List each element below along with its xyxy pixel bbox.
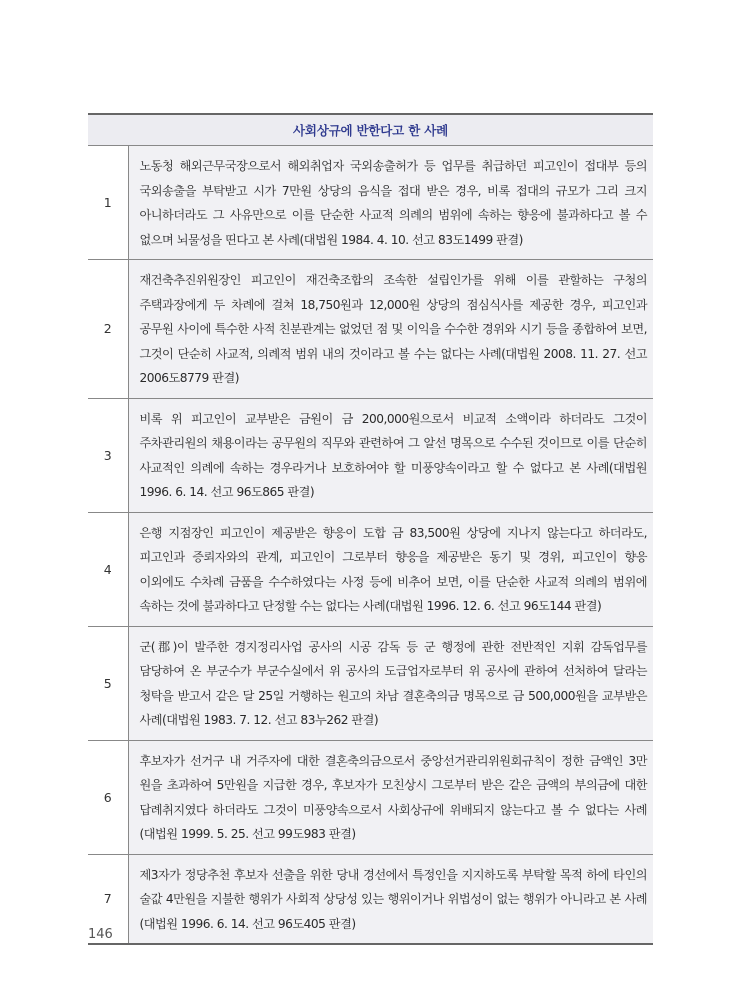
row-number: 2 — [88, 260, 128, 399]
row-number: 3 — [88, 398, 128, 512]
row-number: 7 — [88, 854, 128, 944]
table-row — [88, 512, 653, 626]
row-number: 6 — [88, 740, 128, 854]
row-number: 5 — [88, 626, 128, 740]
cases-table-container — [88, 113, 653, 945]
row-number: 1 — [88, 146, 128, 260]
table-row — [88, 626, 653, 740]
table-row — [88, 854, 653, 944]
row-number: 4 — [88, 512, 128, 626]
row-text: 노동청 해외근무국장으로서 해외취업자 국외송출허가 등 업무를 취급하던 피고인이 접대부 등의 국외송출을 부탁받고 시가 7만원 상당의 음식을 접대 받은 경우, 비록 접대의 규모가 그리 크지 아니하더라도 그 사유만으로 이를 단순한 사교적 의례의 범위에 속하는 향응에 불과하다고 볼 수 없으며 뇌물성을 띤다고 본 사례(대법원 1984. 4. 10. 선고 83도1499 판결) — [128, 146, 653, 260]
table-row — [88, 260, 653, 399]
table-row — [88, 146, 653, 260]
row-text: 은행 지점장인 피고인이 제공받은 향응이 도합 금 83,500원 상당에 지나지 않는다고 하더라도, 피고인과 증뢰자와의 관계, 피고인이 그로부터 향응을 제공받은 동기 및 경위, 피고인이 향응 이외에도 수차례 금품을 수수하였다는 사정 등에 비추어 보면, 이를 단순한 사교적 의례의 범위에 속하는 것에 불과하다고 단정할 수는 없다는 사례(대법원 1996. 12. 6. 선고 96도144 판결) — [128, 512, 653, 626]
row-text: 재건축추진위원장인 피고인이 재건축조합의 조속한 설립인가를 위해 이를 관할하는 구청의 주택과장에게 두 차례에 걸쳐 18,750원과 12,000원 상당의 점심식사를 제공한 경우, 피고인과 공무원 사이에 특수한 사적 친분관계는 없었던 점 및 이익을 수수한 경위와 시기 등을 종합하여 보면, 그것이 단순히 사교적, 의례적 범위 내의 것이라고 볼 수는 없다는 사례(대법원 2008. 11. 27. 선고 2006도8779 판결) — [128, 260, 653, 399]
row-text: 군(郡)이 발주한 경지정리사업 공사의 시공 감독 등 군 행정에 관한 전반적인 지휘 감독업무를 담당하여 온 부군수가 부군수실에서 위 공사의 도급업자로부터 위 공사에 관하여 선처하여 달라는 청탁을 받고서 같은 달 25일 거행하는 원고의 차남 결혼축의금 명목으로 금 500,000원을 교부받은 사례(대법원 1983. 7. 12. 선고 83누262 판결) — [128, 626, 653, 740]
table-row — [88, 740, 653, 854]
table-header-row — [88, 114, 653, 146]
row-text: 제3자가 정당추천 후보자 선출을 위한 당내 경선에서 특정인을 지지하도록 부탁할 목적 하에 타인의 술값 4만원을 지불한 행위가 사회적 상당성 있는 행위이거나 위법성이 없는 행위가 아니라고 본 사례(대법원 1996. 6. 14. 선고 96도405 판결) — [128, 854, 653, 944]
page-number: 146 — [88, 927, 113, 942]
row-text: 후보자가 선거구 내 거주자에 대한 결혼축의금으로서 중앙선거관리위원회규칙이 정한 금액인 3만 원을 초과하여 5만원을 지급한 경우, 후보자가 모친상시 그로부터 받은 같은 금액의 부의금에 대한 답례취지였다 하더라도 그것이 미풍양속으로서 사회상규에 위배되지 않는다고 볼 수 없다는 사례(대법원 1999. 5. 25. 선고 99도983 판결) — [128, 740, 653, 854]
cases-table — [88, 113, 653, 945]
row-text: 비록 위 피고인이 교부받은 금원이 금 200,000원으로서 비교적 소액이라 하더라도 그것이 주차관리원의 채용이라는 공무원의 직무와 관련하여 그 알선 명목으로 수수된 것이므로 이를 단순히 사교적인 의례에 속하는 경우라거나 보호하여야 할 미풍양속이라고 할 수 없다고 본 사례(대법원 1996. 6. 14. 선고 96도865 판결) — [128, 398, 653, 512]
table-title: 사회상규에 반한다고 한 사례 — [88, 114, 653, 146]
table-row — [88, 398, 653, 512]
